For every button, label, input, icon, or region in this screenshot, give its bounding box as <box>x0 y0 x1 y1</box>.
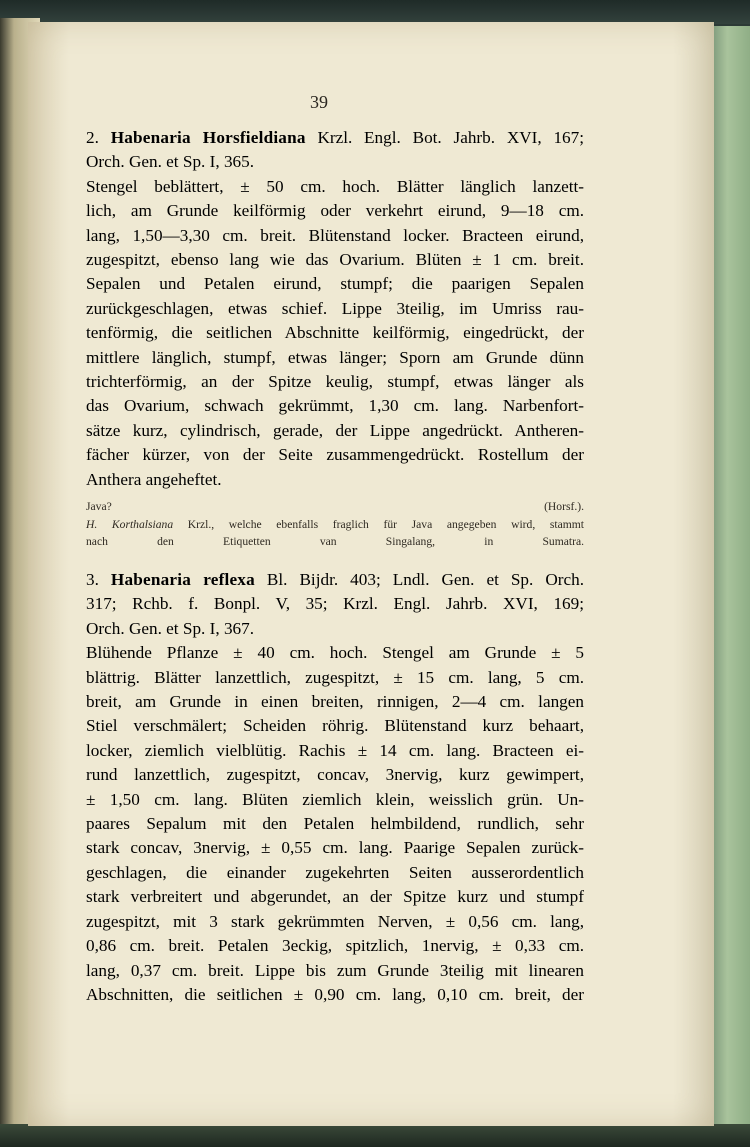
text-line: lang, 0,37 cm. breit. Lippe bis zum Grunde 3teilig mit linearen <box>86 960 584 980</box>
text-line: zugespitzt, mit 3 stark gekrümmten Nerven, ± 0,56 cm. lang, <box>86 911 584 931</box>
entry-habenaria-reflexa <box>86 568 584 1007</box>
text-line: stark concav, 3nervig, ± 0,55 cm. lang. Paarige Sepalen zurück- <box>86 838 584 858</box>
synonym-name: H. Korthalsiana <box>86 517 174 531</box>
text-line: Stengel beblättert, ± 50 cm. hoch. Blätter länglich lanzett- <box>86 176 584 196</box>
book-cover-edge <box>712 26 750 1126</box>
entry-2-heading-line-1: 2. Habenaria Horsfieldiana Krzl. Engl. Bot. Jahrb. XVI, 167; <box>86 128 585 147</box>
text-line: Blühende Pflanze ± 40 cm. hoch. Stengel am Grunde ± 5 <box>86 643 584 663</box>
entry-3-description <box>86 641 584 1007</box>
text-line: geschlagen, die einander zugekehrten Seiten ausserordentlich <box>86 862 584 882</box>
species-name: Horsfieldiana <box>190 128 306 147</box>
genus-name: Habenaria <box>110 570 192 589</box>
locality-note: Java? (Horsf.). <box>86 500 584 514</box>
text-line: zugespitzt, ebenso lang wie das Ovarium. Blüten ± 1 cm. breit. <box>86 250 584 270</box>
entry-2-heading <box>86 126 584 175</box>
scan-bottom-edge <box>0 1124 750 1147</box>
text-line: zurückgeschlagen, etwas schief. Lippe 3teilig, im Umriss rau- <box>86 298 584 318</box>
entry-3-heading-line-2: 317; Rchb. f. Bonpl. V, 35; Krzl. Engl. Jahrb. XVI, 169; <box>86 594 584 614</box>
text-line: breit, am Grunde in einen breiten, rinnigen, 2—4 cm. langen <box>86 692 584 712</box>
text-line: ± 1,50 cm. lang. Blüten ziemlich klein, weisslich grün. Un- <box>86 789 584 809</box>
text-line: Stiel verschmälert; Scheiden röhrig. Blütenstand kurz behaart, <box>86 716 584 736</box>
text-line: blättrig. Blätter lanzettlich, zugespitzt, ± 15 cm. lang, 5 cm. <box>86 667 584 687</box>
entry-habenaria-horsfieldiana <box>86 126 584 551</box>
text-line: stark verbreitert und abgerundet, an der Spitze kurz und stumpf <box>86 887 584 907</box>
text-line: tenförmig, die seitlichen Abschnitte keilförmig, eingedrückt, der <box>86 323 584 343</box>
text-line: Sepalen und Petalen eirund, stumpf; die paarigen Sepalen <box>86 274 584 294</box>
text-line: lich, am Grunde keilförmig oder verkehrt eirund, 9—18 cm. <box>86 201 584 221</box>
entry-3-heading-line-1: 3. Habenaria reflexa Bl. Bijdr. 403; Lndl. Gen. et Sp. Orch. <box>86 570 584 589</box>
species-name: reflexa <box>191 570 255 589</box>
entry-2-notes <box>86 498 584 551</box>
entry-2-heading-line-2: Orch. Gen. et Sp. I, 365. <box>86 152 255 172</box>
genus-name: Habenaria <box>110 128 191 147</box>
entry-3-heading-line-3: Orch. Gen. et Sp. I, 367. <box>86 618 255 638</box>
text-line: lang, 1,50—3,30 cm. breit. Blütenstand locker. Bracteen eirund, <box>86 225 584 245</box>
entry-3-heading <box>86 568 584 641</box>
text-line: das Ovarium, schwach gekrümmt, 1,30 cm. lang. Narbenfort- <box>86 396 584 416</box>
text-line: Abschnitten, die seitlichen ± 0,90 cm. lang, 0,10 cm. breit, der <box>86 984 584 1004</box>
page-number: 39 <box>310 92 328 112</box>
text-line: mittlere länglich, stumpf, etwas länger; Sporn am Grunde dünn <box>86 347 584 367</box>
text-line: trichterförmig, an der Spitze keulig, stumpf, etwas länger als <box>86 372 584 392</box>
text-line: paares Sepalum mit den Petalen helmbildend, rundlich, sehr <box>86 814 584 834</box>
text-line: Anthera angeheftet. <box>86 469 222 489</box>
synonym-note-line-2: nach den Etiquetten van Singalang, in Sumatra. <box>86 535 584 549</box>
text-line: sätze kurz, cylindrisch, gerade, der Lippe angedrückt. Antheren- <box>86 420 584 440</box>
text-line: rund lanzettlich, zugespitzt, concav, 3nervig, kurz gewimpert, <box>86 765 584 785</box>
text-line: 0,86 cm. breit. Petalen 3eckig, spitzlich, 1nervig, ± 0,33 cm. <box>86 936 584 956</box>
entry-2-description <box>86 175 584 492</box>
text-line: fächer kürzer, von der Seite zusammengedrückt. Rostellum der <box>86 445 584 465</box>
synonym-note-line-1: H. Korthalsiana Krzl., welche ebenfalls fraglich für Java angegeben wird, stammt <box>86 517 584 531</box>
text-line: locker, ziemlich vielblütig. Rachis ± 14 cm. lang. Bracteen ei- <box>86 740 584 760</box>
scan-top-edge <box>0 0 750 24</box>
